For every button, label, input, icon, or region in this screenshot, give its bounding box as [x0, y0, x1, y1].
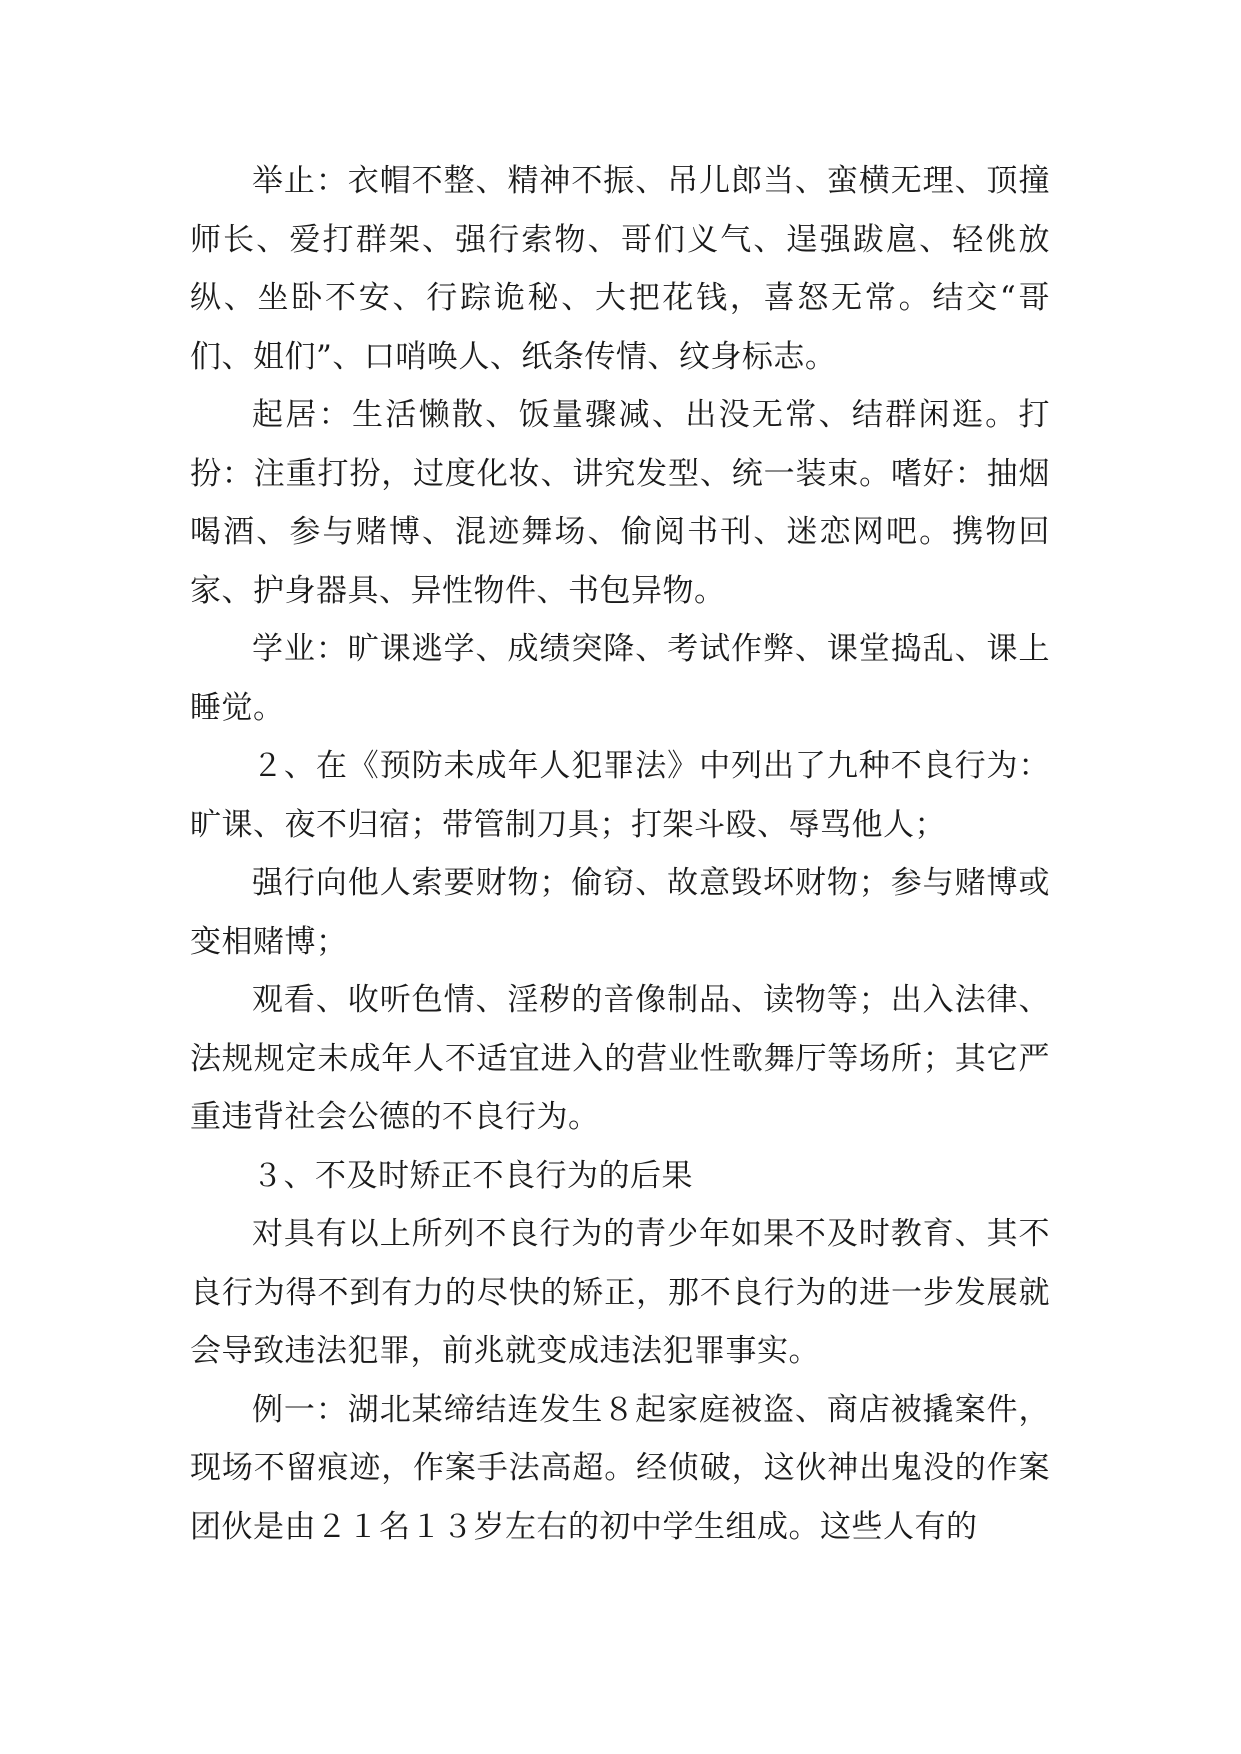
paragraph-consequences: 对具有以上所列不良行为的青少年如果不及时教育、其不良行为得不到有力的尽快的矫正，那不良行为的进一步发展就会导致违法犯罪，前兆就变成违法犯罪事实。 [190, 1216, 1050, 1369]
paragraph-example-one: 例一：湖北某缔结连发生８起家庭被盗、商店被撬案件，现场不留痕迹，作案手法高超。经侦破，这伙神出鬼没的作案团伙是由２１名１３岁左右的初中学生组成。这些人有的 [190, 1391, 1050, 1545]
document-body [190, 152, 1050, 1556]
paragraph-study: 学业：旷课逃学、成绩突降、考试作弊、课堂捣乱、课上睡觉。 [190, 631, 1050, 726]
section-heading-consequences: ３、不及时矫正不良行为的后果 [252, 1157, 693, 1194]
paragraph-behavior: 举止：衣帽不整、精神不振、吊儿郎当、蛮横无理、顶撞师长、爱打群架、强行索物、哥们义气、逞强跋扈、轻佻放纵、坐卧不安、行踪诡秘、大把花钱，喜怒无常。结交“哥们、姐们”、口哨唤人、纸条传情、纹身标志。 [190, 163, 1050, 375]
paragraph-daily-life: 起居：生活懒散、饭量骤减、出没无常、结群闲逛。打扮：注重打扮，过度化妆、讲究发型、统一装束。嗜好：抽烟喝酒、参与赌博、混迹舞场、偷阅书刊、迷恋网吧。携物回家、护身器具、异性物件、书包异物。 [190, 397, 1050, 609]
paragraph-extortion-theft: 强行向他人索要财物；偷窃、故意毁坏财物；参与赌博或变相赌博； [190, 865, 1050, 960]
paragraph-pornography-venues: 观看、收听色情、淫秽的音像制品、读物等；出入法律、法规规定未成年人不适宜进入的营业性歌舞厅等场所；其它严重违背社会公德的不良行为。 [190, 982, 1050, 1135]
paragraph-nine-bad-behaviors: ２、在《预防未成年人犯罪法》中列出了九种不良行为：旷课、夜不归宿；带管制刀具；打架斗殴、辱骂他人； [190, 748, 1050, 843]
